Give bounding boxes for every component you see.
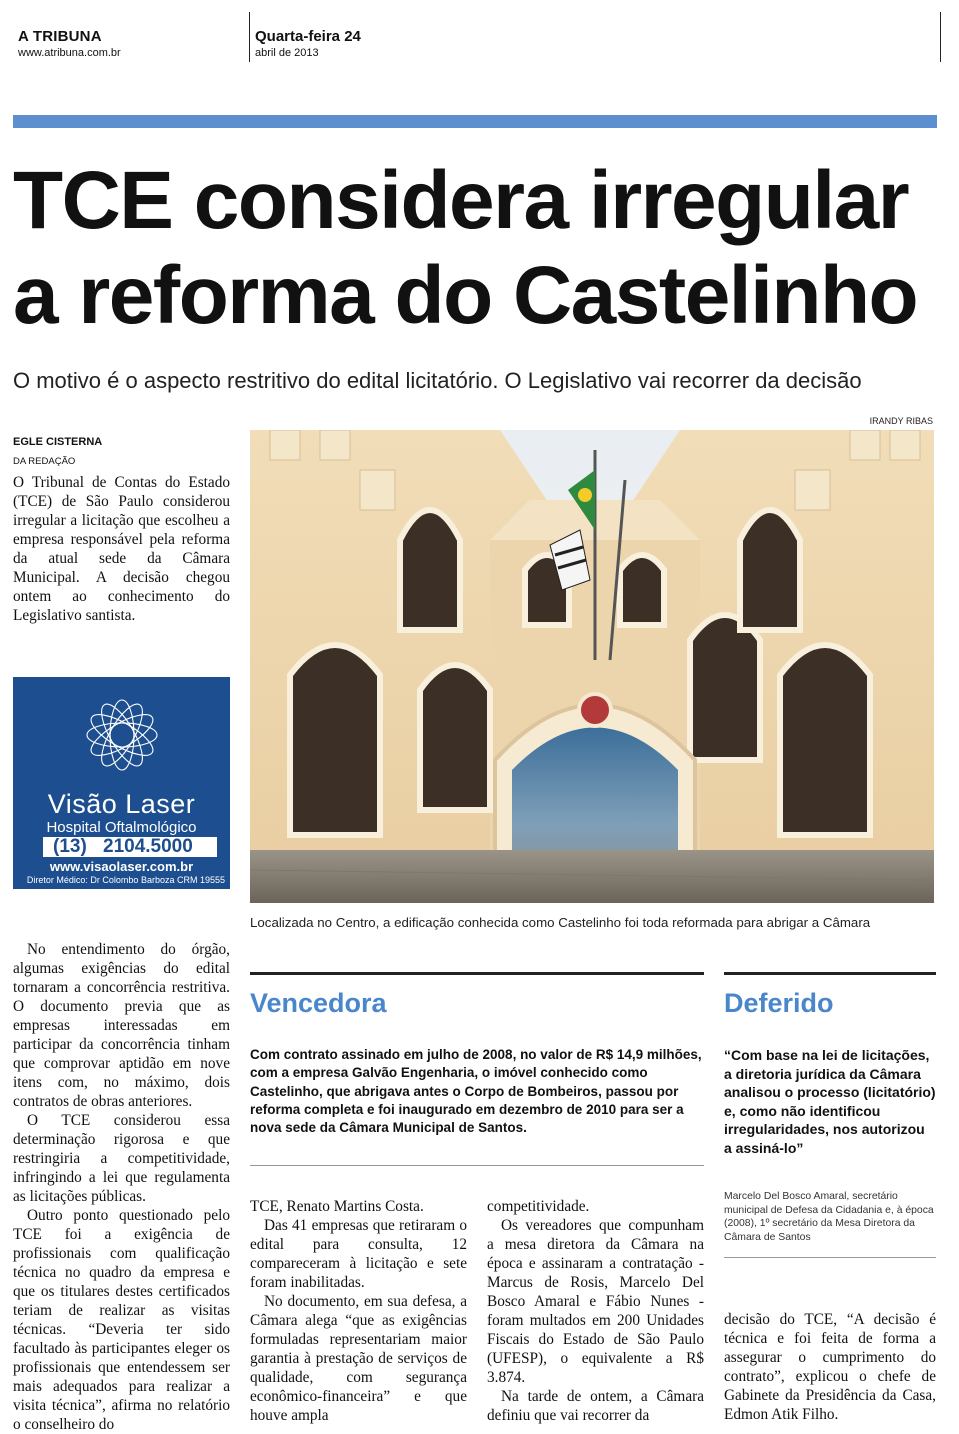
ad-phone: 2104.5000 <box>103 836 193 857</box>
headline <box>13 153 953 343</box>
ad-area-code: (13) <box>53 836 87 857</box>
box-vencedora-text: Com contrato assinado em julho de 2008, no valor de R$ 14,9 milhões, com a empresa Galvão Engenharia, o imóvel conhecido como Castelinho, que abrigava antes o Corpo de Bombeiros, passou por reforma completa e foi inaugurado em dezembro de 2010 para ser a nova sede da Câmara Municipal de Santos. <box>250 1047 702 1136</box>
body-paragraph: decisão do TCE, “A decisão é técnica e foi feita de forma a assegurar o cumprimento do contrato”, explicou o chefe de Gabinete da Presidência da Casa, Edmon Atik Filho. <box>724 1311 936 1423</box>
body-paragraph: Os vereadores que compunham a mesa diretora da Câmara na época e assinaram a contratação - Marcus de Rosis, Marcelo Del Bosco Amaral e Fábio Nunes - foram multados em 200 Unidades Fiscais do Estado de São Paulo (UFESP), o equivalente a R$ 3.874. <box>487 1217 704 1386</box>
castelinho-building-image <box>250 430 934 903</box>
body-column-3 <box>487 1197 704 1425</box>
box-vencedora-title: Vencedora <box>250 988 387 1018</box>
body-paragraph: Das 41 empresas que retiraram o edital para consulta, 12 compareceram à licitação e sete foram inabilitadas. <box>250 1217 467 1291</box>
box-vencedora-bottom-rule <box>250 1165 704 1166</box>
ad-director: Diretor Médico: Dr Colombo Barboza CRM 19555 <box>26 875 225 885</box>
body-column-2 <box>250 1197 467 1425</box>
lead-text: O Tribunal de Contas do Estado (TCE) de São Paulo considerou irregular a licitação que escolheu a empresa responsável pela reforma da atual sede da Câmara Municipal. A decisão chegou ontem ao conhecimento do Legislativo santista. <box>13 474 230 624</box>
author-desk: DA REDAÇÃO <box>13 456 76 467</box>
box-deferido-attribution: Marcelo Del Bosco Amaral, secretário municipal de Defesa da Cidadania e, à época (2008), 1º secretário da Mesa Diretora da Câmara de Santos <box>724 1191 934 1243</box>
headline-line-2: a reforma do Castelinho <box>13 250 918 341</box>
body-paragraph: Outro ponto questionado pelo TCE foi a exigência de profissionais com qualificação técnica no quadro da empresa e que os titulares destes certificados teriam de realizar as visitas técnicas. “Deveria ter sido facultado às participantes eleger os profissionais que entendessem ser mais adequados para realizar a visita técnica”, afirma no relatório o conselheiro do <box>13 1207 230 1433</box>
body-column-4 <box>724 1310 936 1424</box>
subheadline: O motivo é o aspecto restritivo do edital licitatório. O Legislativo vai recorrer da decisão <box>13 368 862 393</box>
author-name: EGLE CISTERNA <box>13 436 103 448</box>
masthead-divider <box>249 12 250 62</box>
ad-phone-box <box>43 837 217 857</box>
rosette-logo-icon <box>85 685 159 785</box>
section-color-bar <box>13 115 937 128</box>
box-deferido-quote: “Com base na lei de licitações, a diretoria jurídica da Câmara analisou o processo (licitatório) e, como não identificou irregularidades, nos autorizou a assiná-lo” <box>724 1047 936 1156</box>
ad-visao-laser[interactable] <box>13 677 230 889</box>
paper-name: A TRIBUNA <box>18 28 102 45</box>
body-paragraph: O TCE considerou essa determinação rigorosa e que restringiria a competitividade, infringindo a lei que regulamenta as licitações públicas. <box>13 1112 230 1205</box>
photo-credit: IRANDY RIBAS <box>869 416 933 426</box>
body-paragraph: competitividade. <box>487 1198 590 1215</box>
body-paragraph: TCE, Renato Martins Costa. <box>250 1198 424 1215</box>
masthead-right <box>255 28 361 59</box>
article-photo <box>250 430 934 903</box>
box-deferido-top-rule <box>724 972 936 975</box>
body-paragraph: Na tarde de ontem, a Câmara definiu que vai recorrer da <box>487 1388 704 1424</box>
ad-url[interactable]: www.visaolaser.com.br <box>49 859 194 874</box>
issue-day: Quarta-feira 24 <box>255 28 361 45</box>
masthead-left <box>18 28 121 59</box>
photo-caption: Localizada no Centro, a edificação conhecida como Castelinho foi toda reformada para abrigar a Câmara <box>250 915 871 930</box>
box-vencedora-top-rule <box>250 972 704 975</box>
box-deferido-bottom-rule <box>724 1257 936 1258</box>
body-paragraph: No entendimento do órgão, algumas exigências do edital tornaram a concorrência restritiva. O documento previa que as empresas interessadas em participar da concorrência tinham que comprovar aptidão em nove itens com, no máximo, dois contratos de obras anteriores. <box>13 941 230 1110</box>
body-paragraph: No documento, em sua defesa, a Câmara alega “que as exigências formuladas representariam maior garantia à prestação de serviços de qualidade, com segurança econômico-financeira” e que houve ampla <box>250 1293 467 1424</box>
body-column-1 <box>13 940 230 1434</box>
box-deferido-title: Deferido <box>724 988 834 1018</box>
paper-site: www.atribuna.com.br <box>18 47 121 59</box>
headline-line-1: TCE considera irregular <box>13 155 909 246</box>
ad-brand: Visão Laser <box>47 789 196 819</box>
lead-paragraph <box>13 473 230 625</box>
masthead-right-edge <box>940 12 941 62</box>
ad-subtitle: Hospital Oftalmológico <box>46 819 197 836</box>
issue-month-year: abril de 2013 <box>255 47 319 59</box>
